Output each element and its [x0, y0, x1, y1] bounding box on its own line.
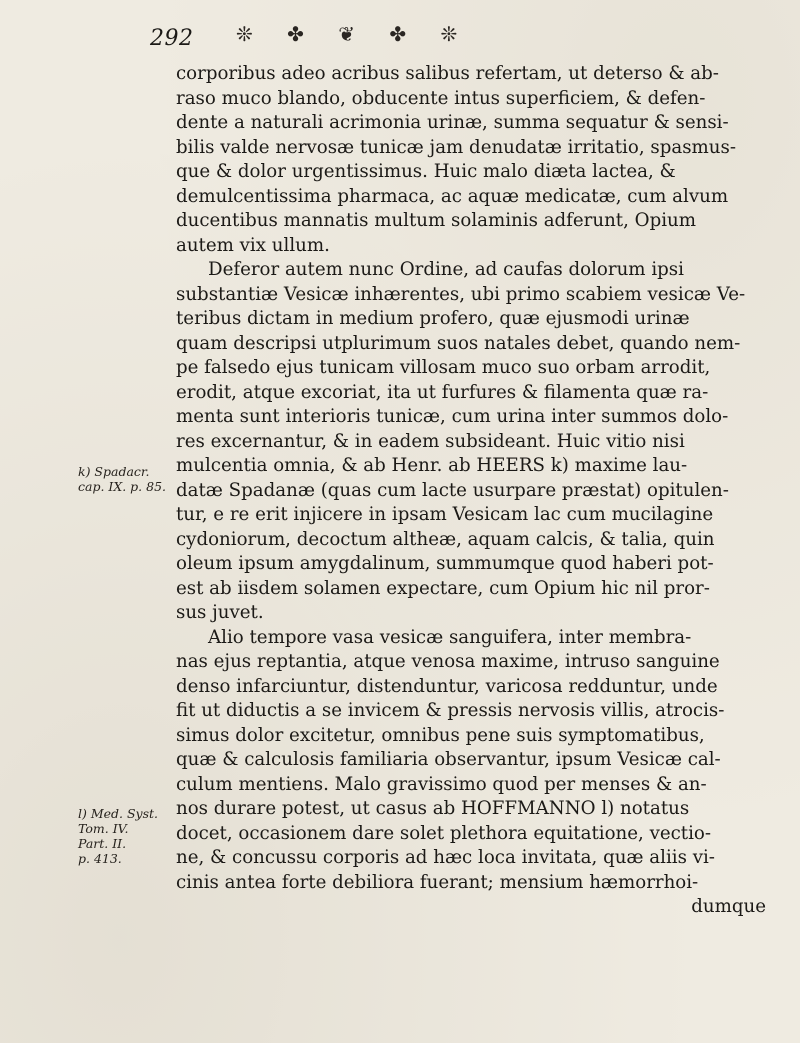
text-line: est ab iisdem solamen expectare, cum Opium hic nil pror- — [176, 577, 710, 599]
text-line: corporibus adeo acribus salibus refertam, ut deterso & ab- — [176, 63, 719, 84]
text-line: docet, occasionem dare solet plethora equitatione, vectio- — [176, 822, 712, 844]
text-line: res excernantur, & in eadem subsideant. Huic vitio nisi — [176, 430, 685, 452]
text-line: pe falsedo ejus tunicam villosam muco suo orbam arrodit, — [176, 357, 711, 378]
margin-note-line: l) Med. Syst. — [78, 806, 159, 821]
text-line: nos durare potest, ut casus ab HOFFMANNO l) notatus — [176, 798, 690, 819]
paragraph-start-line: Alio tempore vasa vesicæ sanguifera, inter membra- — [208, 626, 692, 648]
text-line: oleum ipsum amygdalinum, summumque quod haberi pot- — [176, 553, 714, 574]
text-line: que & dolor urgentissimus. Huic malo diæta lactea, & — [176, 161, 676, 182]
text-line: dente a naturali acrimonia urinæ, summa sequatur & sensi- — [176, 112, 729, 133]
text-line: menta sunt interioris tunicæ, cum urina inter summos dolo- — [176, 406, 729, 427]
text-line: substantiæ Vesicæ inhærentes, ubi primo scabiem vesicæ Ve- — [176, 283, 746, 305]
margin-note-l — [78, 806, 174, 866]
page-header — [0, 14, 800, 54]
text-line: bilis valde nervosæ tunicæ jam denudatæ irritatio, spasmus- — [176, 136, 736, 158]
text-line: denso infarciuntur, distenduntur, varicosa redduntur, unde — [176, 675, 718, 697]
text-line: culum mentiens. Malo gravissimo quod per menses & an- — [176, 773, 707, 795]
text-line: autem vix ullum. — [176, 234, 330, 256]
margin-note-k — [78, 464, 174, 494]
text-line: dumque — [691, 896, 766, 917]
text-line: fit ut diductis a se invicem & pressis nervosis villis, atrocis- — [176, 700, 725, 721]
text-line: nas ejus reptantia, atque venosa maxime, intruso sanguine — [176, 651, 720, 672]
text-line: tur, e re erit injicere in ipsam Vesicam lac cum mucilagine — [176, 504, 714, 525]
margin-note-line: Part. II. — [78, 836, 127, 851]
text-line: teribus dictam in medium profero, quæ ejusmodi urinæ — [176, 308, 690, 329]
header-ornament-icon: ❊ ✤ ❦ ✤ ❊ — [236, 22, 472, 46]
text-line: erodit, atque excoriat, ita ut furfures & filamenta quæ ra- — [176, 381, 709, 403]
text-line: quæ & calculosis familiaria observantur, ipsum Vesicæ cal- — [176, 749, 721, 770]
text-line: mulcentia omnia, & ab Henr. ab HEERS k) maxime lau- — [176, 455, 688, 476]
text-line: datæ Spadanæ (quas cum lacte usurpare præstat) opitulen- — [176, 479, 729, 501]
text-line: cydoniorum, decoctum altheæ, aquam calcis, & talia, quin — [176, 528, 715, 550]
margin-note-line: Tom. IV. — [78, 821, 129, 836]
text-line: sus juvet. — [176, 602, 264, 623]
body-text — [176, 62, 776, 920]
text-line: ducentibus mannatis multum solaminis adferunt, Opium — [176, 210, 696, 231]
text-line: ne, & concussu corporis ad hæc loca invitata, quæ aliis vi- — [176, 847, 715, 868]
margin-note-line: p. 413. — [78, 851, 122, 866]
text-line: cinis antea forte debiliora fuerant; mensium hæmorrhoi- — [176, 871, 699, 893]
paragraph-start-line: Deferor autem nunc Ordine, ad caufas dolorum ipsi — [208, 259, 684, 280]
text-line: quam descripsi utplurimum suos natales debet, quando nem- — [176, 332, 741, 354]
text-line: demulcentissima pharmaca, ac aquæ medicatæ, cum alvum — [176, 185, 729, 207]
margin-note-line: cap. IX. p. 85. — [78, 479, 167, 494]
margin-note-line: k) Spadacr. — [78, 464, 150, 479]
page-number: 292 — [150, 26, 194, 51]
text-line: simus dolor excitetur, omnibus pene suis symptomatibus, — [176, 724, 705, 746]
text-line: raso muco blando, obducente intus superficiem, & defen- — [176, 87, 706, 109]
